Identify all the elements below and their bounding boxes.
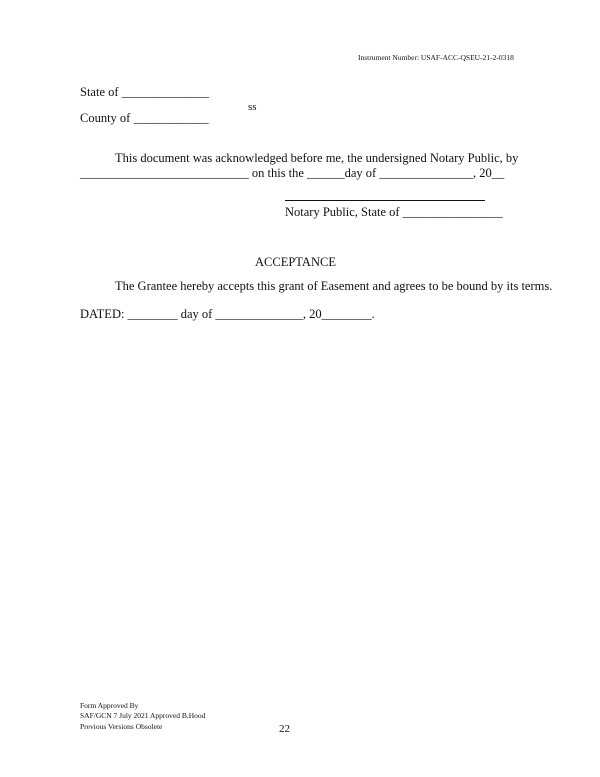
acknowledgment-text: This document was acknowledged before me, the undersigned Notary Public, by [115, 151, 519, 165]
notary-signature-caption: Notary Public, State of ________________ [285, 205, 503, 219]
acceptance-heading: ACCEPTANCE [255, 255, 336, 269]
dated-line: DATED: ________ day of ______________, 20________. [80, 307, 375, 321]
acknowledgment-blanks: ___________________________ on this the ______day of _______________, 20__ [80, 166, 505, 180]
county-of-line: County of ____________ [80, 111, 209, 125]
state-of-line: State of ______________ [80, 85, 210, 99]
footer-obsolete: Previous Versions Obsolete [80, 722, 163, 731]
instrument-number: Instrument Number: USAF-ACC-QSEU-21-2-0318 [358, 53, 514, 62]
ss-label: ss [248, 101, 257, 113]
signature-line [285, 200, 485, 201]
footer-approval: SAF/GCN 7 July 2021 Approved B.Hood [80, 711, 206, 720]
footer-form-approved: Form Approved By [80, 701, 139, 710]
acceptance-text: The Grantee hereby accepts this grant of Easement and agrees to be bound by its terms. [115, 279, 553, 293]
page-number: 22 [279, 723, 290, 735]
